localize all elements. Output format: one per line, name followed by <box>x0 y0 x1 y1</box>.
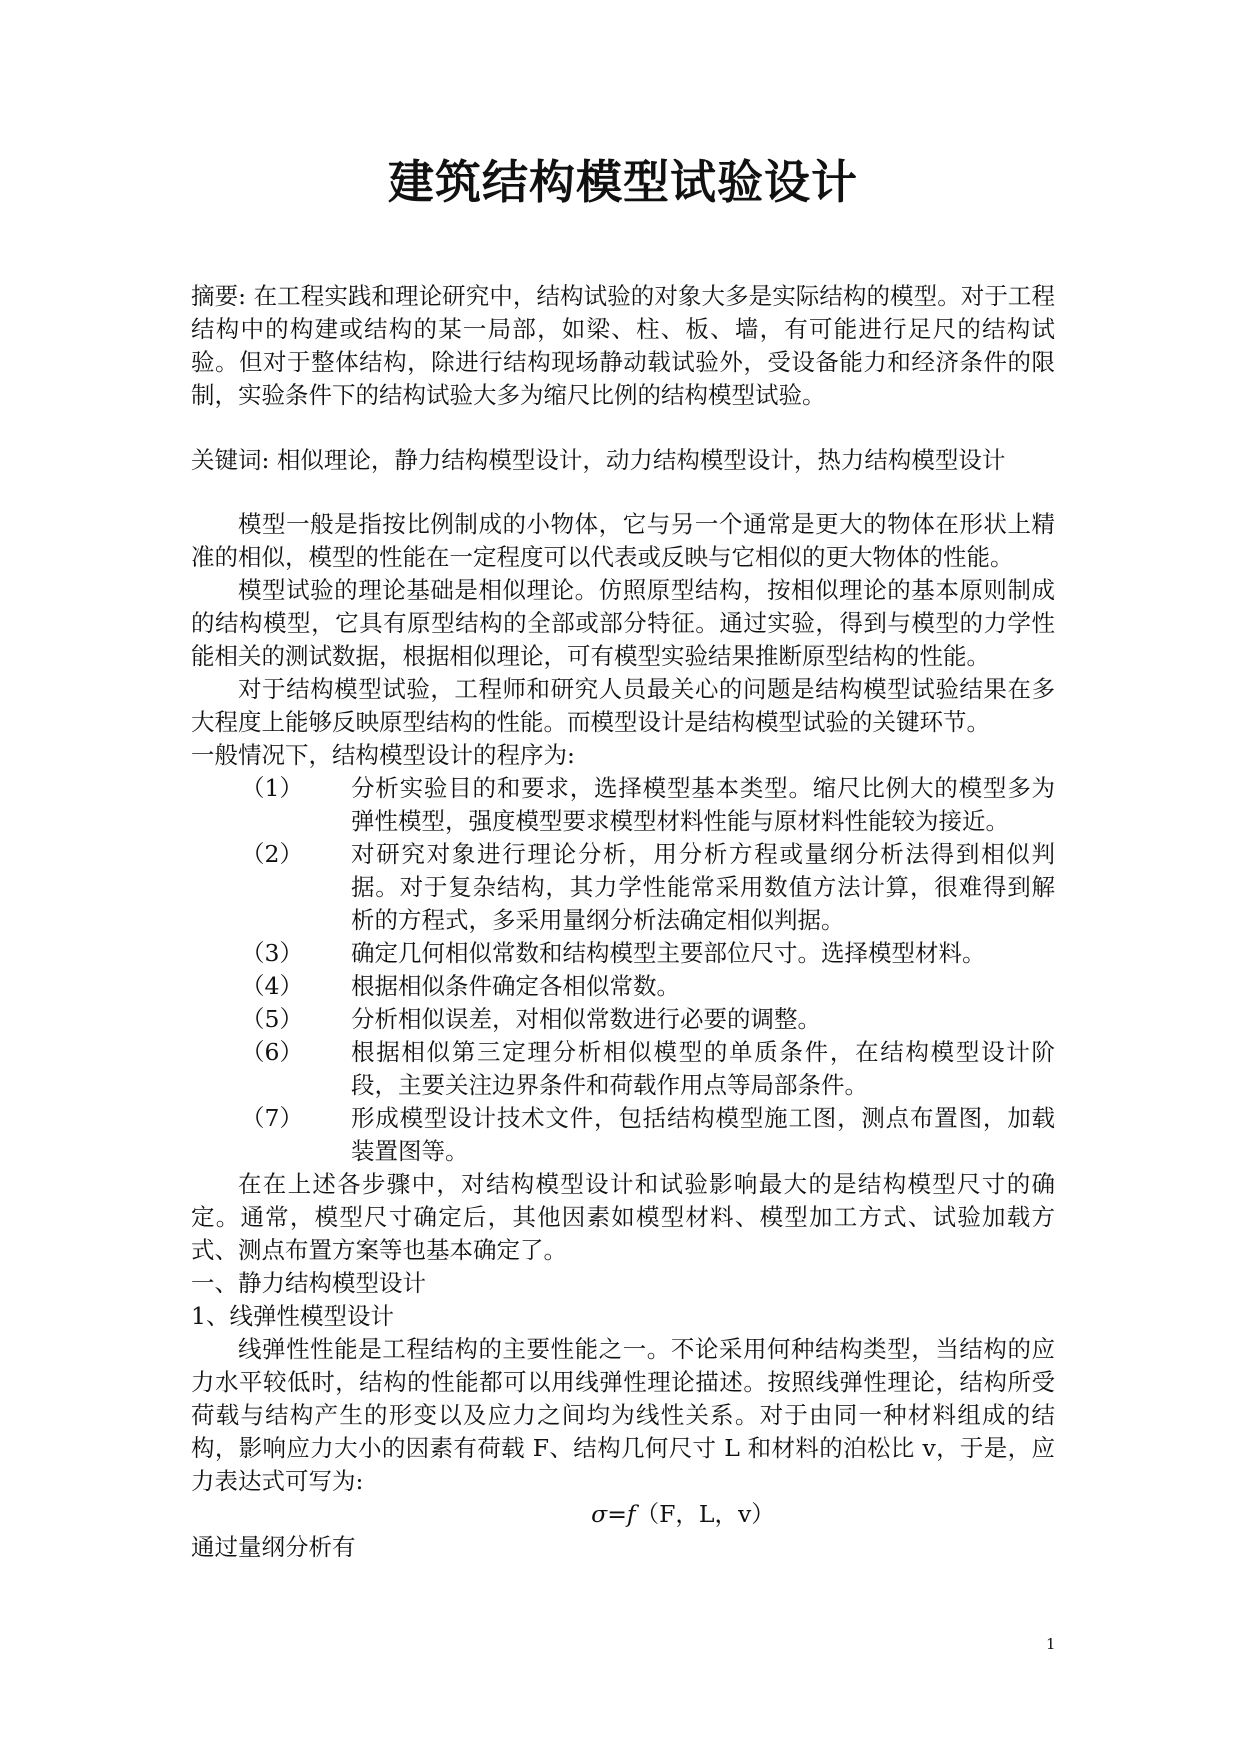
list-item <box>191 838 1055 937</box>
step-number: （4） <box>241 972 303 1000</box>
step-text: 确定几何相似常数和结构模型主要部位尺寸。选择模型材料。 <box>351 939 986 967</box>
step-number: （3） <box>241 939 303 967</box>
list-item <box>191 1102 1055 1168</box>
step-text: 对研究对象进行理论分析，用分析方程或量纲分析法得到相似判据。对于复杂结构，其力学性能常采用数值方法计算，很难得到解析的方程式，多采用量纲分析法确定相似判据。 <box>351 840 1055 934</box>
keywords-block <box>191 444 1055 477</box>
theory-paragraph: 模型试验的理论基础是相似理论。仿照原型结构，按相似理论的基本原则制成的结构模型，它具有原型结构的全部或部分特征。通过实验，得到与模型的力学性能相关的测试数据，根据相似理论，可有模型实验结果推断原型结构的性能。 <box>191 576 1055 670</box>
list-item <box>191 1036 1055 1102</box>
formula-lhs: σ <box>591 1500 608 1528</box>
formula-function: f <box>626 1500 636 1528</box>
step-text: 分析实验目的和要求，选择模型基本类型。缩尺比例大的模型多为弹性模型，强度模型要求模型材料性能与原材料性能较为接近。 <box>351 774 1055 835</box>
list-item <box>191 1003 1055 1036</box>
step-text: 根据相似条件确定各相似常数。 <box>351 972 680 1000</box>
step-number: （1） <box>241 774 303 802</box>
step-text: 分析相似误差，对相似常数进行必要的调整。 <box>351 1005 821 1033</box>
after-steps-paragraph: 在在上述各步骤中，对结构模型设计和试验影响最大的是结构模型尺寸的确定。通常，模型尺寸确定后，其他因素如模型材料、模型加工方式、试验加载方式、测点布置方案等也基本确定了。 <box>191 1170 1055 1264</box>
list-item <box>191 970 1055 1003</box>
keywords-label: 关键词: <box>191 446 270 474</box>
keywords-text: 相似理论，静力结构模型设计，动力结构模型设计，热力结构模型设计 <box>276 446 1006 474</box>
concern-paragraph: 对于结构模型试验，工程师和研究人员最关心的问题是结构模型试验结果在多大程度上能够反映原型结构的性能。而模型设计是结构模型试验的关键环节。 <box>191 675 1055 736</box>
list-item <box>191 937 1055 970</box>
intro-paragraph: 模型一般是指按比例制成的小物体，它与另一个通常是更大的物体在形状上精准的相似，模型的性能在一定程度可以代表或反映与它相似的更大物体的性能。 <box>191 510 1055 571</box>
abstract-text: 在工程实践和理论研究中，结构试验的对象大多是实际结构的模型。对于工程结构中的构建或结构的某一局部，如梁、柱、板、墙，有可能进行足尺的结构试验。但对于整体结构，除进行结构现场静动载试验外，受设备能力和经济条件的限制，实验条件下的结构试验大多为缩尺比例的结构模型试验。 <box>191 282 1055 409</box>
step-number: （2） <box>241 840 303 868</box>
main-body <box>191 508 1055 1564</box>
formula-args: （F，L，v） <box>635 1500 775 1528</box>
page-number: 1 <box>1046 1635 1056 1653</box>
procedure-steps <box>191 772 1055 1168</box>
linear-elastic-paragraph: 线弹性性能是工程结构的主要性能之一。不论采用何种结构类型，当结构的应力水平较低时，结构的性能都可以用线弹性理论描述。按照线弹性理论，结构所受荷载与结构产生的形变以及应力之间均为线性关系。对于由同一种材料组成的结构，影响应力大小的因素有荷载 F、结构几何尺寸 L 和材料的泊松比 v，于是，应力表达式可写为: <box>191 1335 1055 1495</box>
formula-equals: = <box>607 1500 627 1528</box>
list-item <box>191 772 1055 838</box>
step-number: （6） <box>241 1038 303 1066</box>
abstract-block <box>191 280 1055 412</box>
subsection-heading: 1、线弹性模型设计 <box>191 1302 394 1330</box>
step-number: （7） <box>241 1104 303 1132</box>
document-title: 建筑结构模型试验设计 <box>388 155 858 209</box>
step-text: 根据相似第三定理分析相似模型的单质条件，在结构模型设计阶段，主要关注边界条件和荷载作用点等局部条件。 <box>351 1038 1055 1099</box>
step-number: （5） <box>241 1005 303 1033</box>
closing-line: 通过量纲分析有 <box>191 1533 356 1561</box>
abstract-label: 摘要: <box>191 282 247 310</box>
step-text: 形成模型设计技术文件，包括结构模型施工图，测点布置图，加载装置图等。 <box>351 1104 1055 1165</box>
section-heading: 一、静力结构模型设计 <box>191 1269 426 1297</box>
stress-formula <box>191 1498 1055 1531</box>
procedure-intro: 一般情况下，结构模型设计的程序为: <box>191 741 575 769</box>
